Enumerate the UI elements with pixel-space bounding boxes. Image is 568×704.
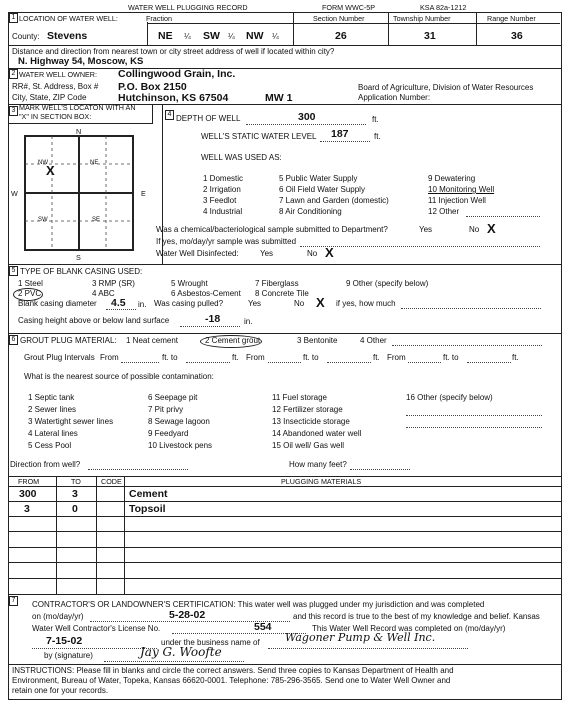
how-much-label: if yes, how much: [336, 299, 396, 308]
disinfected-no-mark: X: [325, 245, 334, 260]
quad-ne: NE: [90, 160, 99, 166]
grout-4: 4 Other: [360, 336, 387, 345]
source-6: 6 Seepage pit: [148, 393, 198, 402]
casing-diameter-value: 4.5: [111, 297, 126, 309]
board-label: Board of Agriculture, Division of Water Resources: [358, 83, 534, 92]
mw-label: MW 1: [265, 92, 293, 104]
contamination-question: What is the nearest source of possible contamination:: [24, 372, 214, 381]
owner-label: WATER WELL OWNER:: [19, 70, 97, 79]
casing-height-label: Casing height above or below land surface: [18, 316, 170, 325]
source-16: 16 Other (specify below): [406, 393, 493, 402]
casing-3: 3 RMP (SR): [92, 279, 135, 288]
section-box-label-2: "X" IN SECTION BOX:: [19, 112, 92, 121]
use-8: 8 Air Conditioning: [279, 207, 342, 216]
casing-5: 5 Wrought: [171, 279, 208, 288]
table-header-materials: PLUGGING MATERIALS: [281, 477, 362, 486]
casing-2-selected: 2 PVC: [18, 289, 42, 298]
section-number-value: 26: [335, 30, 347, 42]
static-level-value: 187: [331, 128, 349, 140]
use-11: 11 Injection Well: [428, 196, 486, 205]
casing-diameter-label: Blank casing diameter: [18, 299, 97, 308]
grout-1: 1 Neat cement: [126, 336, 179, 345]
fraction-3: NW: [246, 30, 264, 42]
casing-type-label: TYPE OF BLANK CASING USED:: [20, 267, 143, 276]
township-value: 31: [424, 30, 436, 42]
quad-nw: NW: [38, 160, 48, 166]
source-15: 15 Oil well/ Gas well: [272, 441, 345, 450]
source-14: 14 Abandoned water well: [272, 429, 362, 438]
casing-pulled-no-mark: X: [316, 295, 325, 310]
county-label: County:: [12, 32, 40, 41]
use-3: 3 Feedlot: [203, 196, 237, 205]
fraction-1: NE: [158, 30, 173, 42]
completion-date: 5-28-02: [169, 609, 206, 621]
certification-continued: and this record is true to the best of my knowledge and belief. Kansas: [293, 612, 540, 621]
use-2: 2 Irrigation: [203, 185, 241, 194]
grout-2-selected: 2 Cement grout: [205, 336, 261, 345]
casing-6: 6 Asbestos-Cement: [171, 289, 241, 298]
grout-label: GROUT PLUG MATERIAL:: [20, 336, 117, 345]
section-1-number: 1: [9, 13, 18, 23]
section-3-number: 3: [9, 106, 18, 116]
source-2: 2 Sewer lines: [28, 405, 77, 414]
section-number-label: Section Number: [313, 14, 365, 23]
source-4: 4 Lateral lines: [28, 429, 78, 438]
compass-n: N: [76, 127, 82, 136]
use-9: 9 Dewatering: [428, 174, 476, 183]
ksa-reference: KSA 82a-1212: [420, 3, 467, 12]
use-4: 4 Industrial: [203, 207, 243, 216]
distance-label: Distance and direction from nearest town or city street address of well if located within city?: [12, 47, 335, 56]
well-location-mark: X: [46, 163, 55, 178]
section-7-number: 7: [9, 596, 18, 606]
signature: Jay G. Woofte: [140, 645, 222, 659]
range-label: Range Number: [487, 14, 536, 23]
compass-w: W: [11, 189, 18, 198]
compass-s: S: [76, 253, 81, 262]
casing-4: 4 ABC: [92, 289, 115, 298]
disinfected-question: Water Well Disinfected:: [156, 249, 239, 258]
chem-sample-no-mark: X: [487, 221, 496, 236]
depth-label: DEPTH OF WELL: [176, 114, 241, 123]
owner-name: Collingwood Grain, Inc.: [118, 68, 236, 80]
table-header-from: FROM: [18, 477, 40, 486]
compass-e: E: [141, 189, 146, 198]
owner-city: Hutchinson, KS 67504: [118, 92, 229, 104]
table-row: 3: [24, 503, 30, 515]
table-header-code: CODE: [101, 477, 122, 486]
section-4-number: 4: [165, 110, 174, 120]
license-label: Water Well Contractor's License No.: [32, 624, 161, 633]
use-10-selected: 10 Monitoring Well: [428, 185, 495, 194]
use-1: 1 Domestic: [203, 174, 244, 183]
casing-8: 8 Concrete Tile: [255, 289, 309, 298]
source-12: 12 Fertilizer storage: [272, 405, 343, 414]
use-7: 7 Lawn and Garden (domestic): [279, 196, 389, 205]
casing-pulled-question: Was casing pulled?: [154, 299, 224, 308]
business-name-label: under the business name of: [161, 638, 260, 647]
township-label: Township Number: [393, 14, 451, 23]
source-7: 7 Pit privy: [148, 405, 184, 414]
depth-value: 300: [298, 111, 316, 123]
business-name: Wagoner Pump & Well Inc.: [285, 631, 436, 644]
owner-address: P.O. Box 2150: [118, 81, 187, 93]
used-as-label: WELL WAS USED AS:: [201, 153, 282, 162]
grout-3: 3 Bentonite: [297, 336, 338, 345]
use-6: 6 Oil Field Water Supply: [279, 185, 365, 194]
sample-date-question: If yes, mo/day/yr sample was submitted: [156, 237, 297, 246]
form-title: WATER WELL PLUGGING RECORD: [128, 3, 248, 12]
quad-se: SE: [92, 217, 101, 223]
source-9: 9 Feedyard: [148, 429, 189, 438]
range-value: 36: [511, 30, 523, 42]
use-5: 5 Public Water Supply: [279, 174, 358, 183]
source-5: 5 Cess Pool: [28, 441, 72, 450]
casing-9: 9 Other (specify below): [346, 279, 429, 288]
license-number: 554: [254, 621, 272, 633]
certification-text: CONTRACTOR'S OR LANDOWNER'S CERTIFICATION: This water well was plugged under my jurisdiction and was completed: [32, 600, 485, 609]
record-date: 7-15-02: [46, 635, 83, 647]
table-row: 300: [19, 488, 37, 500]
city-label: City, State, ZIP Code: [12, 93, 87, 102]
source-11: 11 Fuel storage: [272, 393, 327, 402]
address-label: RR#, St. Address, Box #: [12, 82, 99, 91]
source-3: 3 Watertight sewer lines: [28, 417, 114, 426]
casing-1: 1 Steel: [18, 279, 43, 288]
source-13: 13 Insecticide storage: [272, 417, 350, 426]
source-8: 8 Sewage lagoon: [148, 417, 210, 426]
instructions-line-1: INSTRUCTIONS: Please fill in blanks and circle the correct answers. Send three copies to Kansas Department of Health and: [12, 666, 454, 675]
record-completed-label: This Water Well Record was completed on (mo/day/yr): [312, 624, 506, 633]
chem-sample-question: Was a chemical/bacteriological sample submitted to Department?: [156, 225, 388, 234]
section-5-number: 5: [9, 266, 18, 276]
use-12: 12 Other: [428, 207, 460, 216]
form-number: FORM WWC-5P: [322, 3, 376, 12]
instructions-line-2: Environment, Bureau of Water, Topeka, Kansas 66620-0001. Telephone: 785-296-3565. Send one to Water Well Owner and: [12, 676, 451, 685]
source-1: 1 Septic tank: [28, 393, 75, 402]
county-value: Stevens: [47, 30, 88, 42]
instructions-line-3: retain one for your records.: [12, 686, 109, 695]
signature-label: by (signature): [44, 651, 93, 660]
static-level-label: WELL'S STATIC WATER LEVEL: [201, 132, 317, 141]
grout-intervals-label: Grout Plug Intervals: [24, 353, 95, 362]
location-label: LOCATION OF WATER WELL:: [19, 14, 118, 23]
quad-sw: SW: [38, 217, 48, 223]
table-header-to: TO: [71, 477, 81, 486]
fraction-2: SW: [203, 30, 220, 42]
direction-question: Direction from well?: [10, 460, 81, 469]
distance-value: N. Highway 54, Moscow, KS: [18, 56, 144, 67]
feet-question: How many feet?: [289, 460, 347, 469]
completed-on-label: on (mo/day/yr): [32, 612, 84, 621]
fraction-label: Fraction: [146, 14, 172, 23]
casing-7: 7 Fiberglass: [255, 279, 299, 288]
source-10: 10 Livestock pens: [148, 441, 213, 450]
section-6-number: 6: [9, 335, 18, 345]
application-label: Application Number:: [358, 93, 431, 102]
casing-height-value: -18: [205, 313, 221, 325]
section-box-label-1: MARK WELL'S LOCATON WITH AN: [19, 103, 136, 112]
section-2-number: 2: [9, 69, 18, 79]
